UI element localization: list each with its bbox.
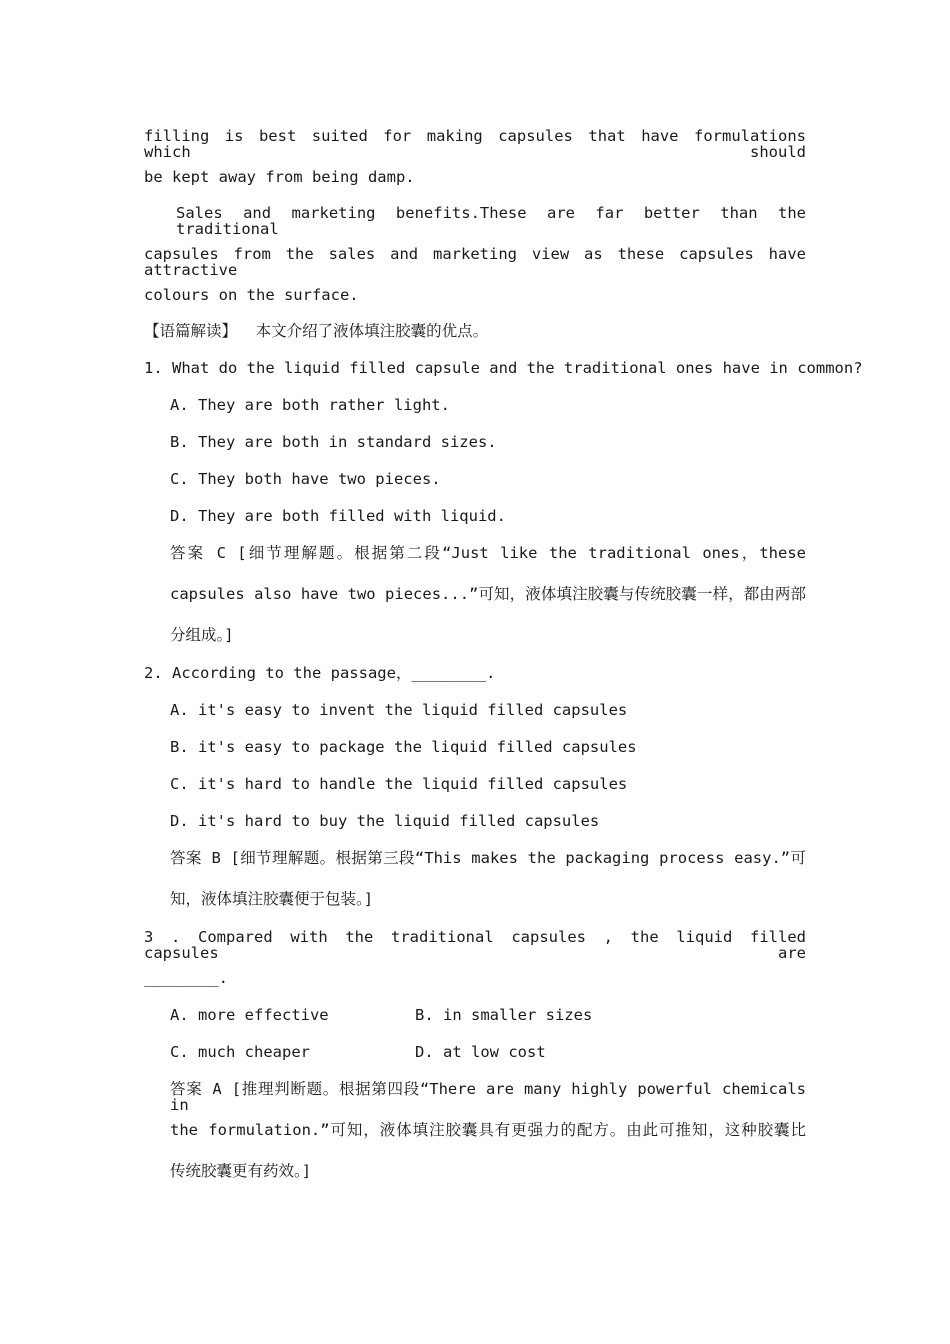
question-3-answer: 传统胶囊更有药效。] bbox=[170, 1162, 312, 1180]
question-2-option-c: C. it's hard to handle the liquid filled capsules bbox=[170, 775, 628, 793]
question-2-option-d: D. it's hard to buy the liquid filled capsules bbox=[170, 812, 600, 830]
question-1-stem: 1. What do the liquid filled capsule and the traditional ones have in common? bbox=[144, 359, 863, 377]
question-2-option-a: A. it's easy to invent the liquid filled capsules bbox=[170, 701, 628, 719]
passage-analysis: 【语篇解读】 本文介绍了液体填注胶囊的优点。 bbox=[144, 322, 489, 340]
question-2-answer: 答案 B [细节理解题。根据第三段“This makes the packaging process easy.”可 bbox=[170, 849, 806, 867]
question-3-answer: the formulation.”可知，液体填注胶囊具有更强力的配方。由此可推知，这种胶囊比 bbox=[170, 1121, 806, 1139]
passage-line: capsules from the sales and marketing view as these capsules have attractive bbox=[144, 245, 806, 279]
passage-line: be kept away from being damp. bbox=[144, 168, 415, 186]
question-3-stem: ________. bbox=[144, 969, 228, 987]
question-3-stem: 3 . Compared with the traditional capsules , the liquid filled capsules are bbox=[144, 928, 806, 962]
question-1-option-d: D. They are both filled with liquid. bbox=[170, 507, 506, 525]
question-3-option-b: B. in smaller sizes bbox=[415, 1006, 593, 1024]
passage-line: colours on the surface. bbox=[144, 286, 359, 304]
passage-line: filling is best suited for making capsules that have formulations which should bbox=[144, 127, 806, 161]
question-3-option-d: D. at low cost bbox=[415, 1043, 546, 1061]
question-3-option-a: A. more effective bbox=[170, 1006, 329, 1024]
passage-line: Sales and marketing benefits.These are far better than the traditional bbox=[176, 204, 806, 238]
question-3-option-c: C. much cheaper bbox=[170, 1043, 310, 1061]
question-1-answer: 分组成。] bbox=[170, 626, 234, 644]
question-1-answer: capsules also have two pieces...”可知，液体填注胶囊与传统胶囊一样，都由两部 bbox=[170, 585, 806, 603]
question-1-answer: 答案 C [细节理解题。根据第二段“Just like the traditional ones，these bbox=[170, 544, 806, 562]
question-2-answer: 知，液体填注胶囊便于包装。] bbox=[170, 890, 374, 908]
question-1-option-a: A. They are both rather light. bbox=[170, 396, 450, 414]
question-1-option-b: B. They are both in standard sizes. bbox=[170, 433, 497, 451]
question-2-stem: 2. According to the passage，________. bbox=[144, 664, 496, 682]
question-3-answer: 答案 A [推理判断题。根据第四段“There are many highly powerful chemicals in bbox=[170, 1080, 806, 1114]
question-2-option-b: B. it's easy to package the liquid filled capsules bbox=[170, 738, 637, 756]
question-1-option-c: C. They both have two pieces. bbox=[170, 470, 441, 488]
